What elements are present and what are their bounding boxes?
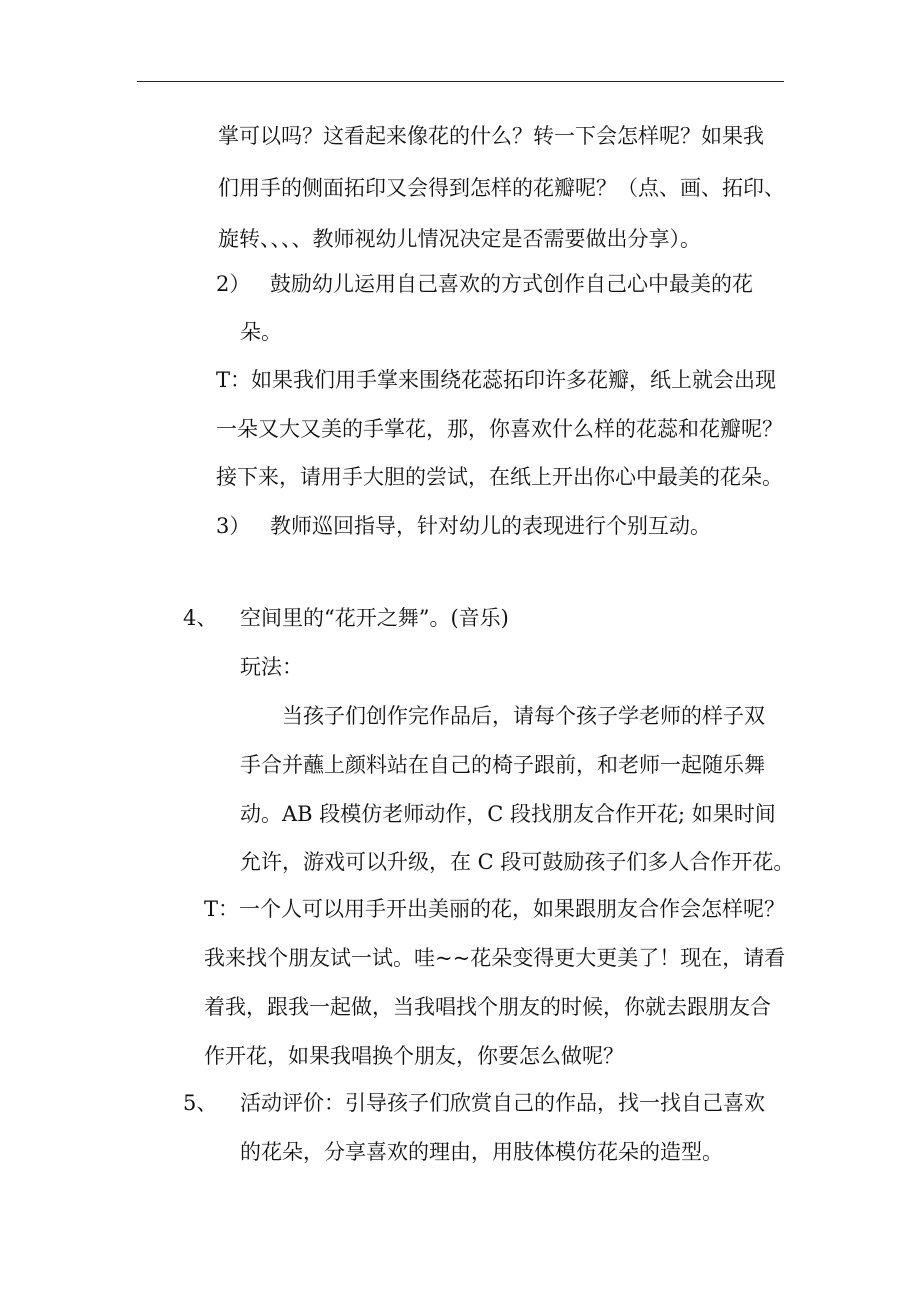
play-label: 玩法： [240, 655, 303, 679]
teacher-line: 作开花，如果我唱换个朋友，你要怎么做呢？ [204, 1044, 624, 1068]
teacher-line: T：一个人可以用手开出美丽的花，如果跟朋友合作会怎样呢？ [204, 897, 786, 921]
step-line: 教师巡回指导，针对幼儿的表现进行个别互动。 [270, 514, 711, 538]
paragraph-line: 们用手的侧面拓印又会得到怎样的花瓣呢？（点、画、拓印、 [218, 176, 785, 200]
section-number: 4、 [183, 606, 218, 630]
teacher-line: 我来找个朋友试一试。哇~~花朵变得更大更美了！现在，请看 [204, 946, 786, 970]
teacher-line: 一朵又大又美的手掌花，那，你喜欢什么样的花蕊和花瓣呢？ [216, 417, 783, 441]
step-number: 2） [216, 272, 251, 296]
paragraph-line: 掌可以吗？这看起来像花的什么？转一下会怎样呢？如果我 [218, 124, 764, 148]
paragraph-line: 旋转、、、、教师视幼儿情况决定是否需要做出分享）。 [218, 227, 701, 251]
step-number: 3） [216, 514, 251, 538]
section-line: 允许，游戏可以升级，在 C 段可鼓励孩子们多人合作开花。 [240, 850, 795, 874]
section-line: 当孩子们创作完作品后，请每个孩子学老师的样子双 [282, 704, 765, 728]
section-title: 空间里的“花开之舞”。(音乐) [240, 606, 509, 630]
section-line: 动。AB 段模仿老师动作，C 段找朋友合作开花; 如果时间 [240, 802, 776, 826]
teacher-line: 接下来，请用手大胆的尝试，在纸上开出你心中最美的花朵。 [216, 465, 783, 489]
step-line: 朵。 [240, 320, 282, 344]
teacher-line: 着我，跟我一起做，当我唱找个朋友的时候，你就去跟朋友合 [204, 995, 771, 1019]
section-line: 手合并蘸上颜料站在自己的椅子跟前，和老师一起随乐舞 [240, 753, 765, 777]
section-number: 5、 [183, 1091, 218, 1115]
step-line: 鼓励幼儿运用自己喜欢的方式创作自己心中最美的花 [270, 272, 753, 296]
teacher-line: T：如果我们用手掌来围绕花蕊拓印许多花瓣，纸上就会出现 [216, 368, 777, 392]
header-rule [137, 81, 784, 82]
section-line: 活动评价：引导孩子们欣赏自己的作品，找一找自己喜欢 [240, 1091, 765, 1115]
section-line: 的花朵，分享喜欢的理由，用肢体模仿花朵的造型。 [240, 1140, 723, 1164]
